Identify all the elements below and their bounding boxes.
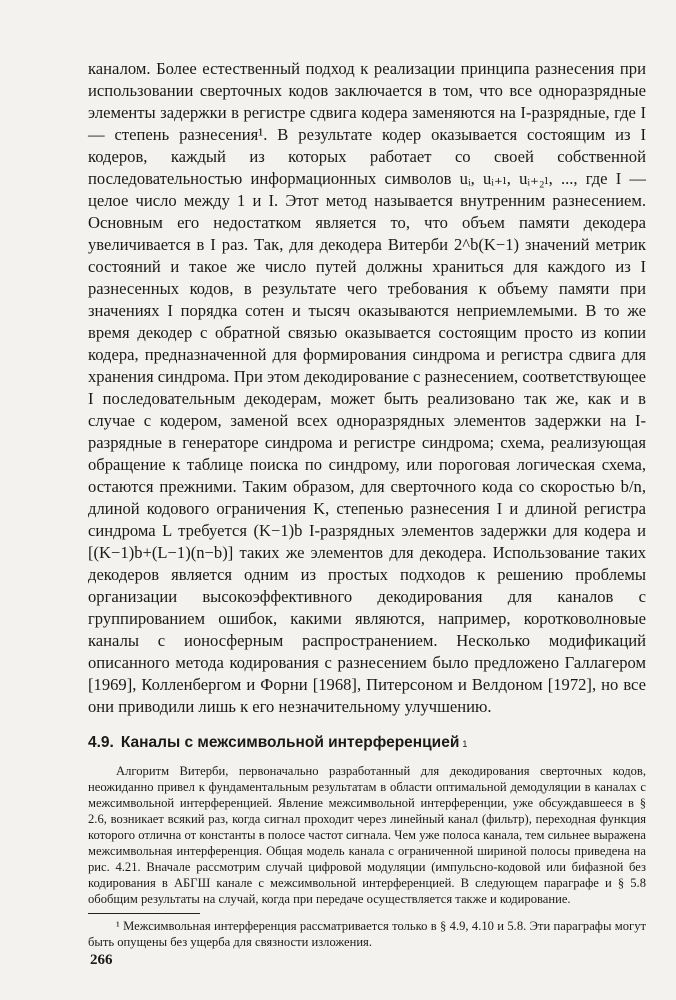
section-heading bbox=[88, 732, 646, 755]
section-paragraph: Алгоритм Витерби, первоначально разработанный для декодирования сверточных кодов, неожиданно привел к фундаментальным результатам в области оптимальной демодуляции в каналах с межсимвольной интерференцией. Явление межсимвольной интерференции, уже обсуждавшееся в § 2.6, возникает всякий раз, когда сигнал проходит через линейный канал (фильтр), переходная функция которого отлична от константы в полосе частот сигнала. Чем уже полоса канала, тем сильнее выражена межсимвольная интерференция. Общая модель канала с ограниченной шириной полосы приведена на рис. 4.21. Вначале рассмотрим случай цифровой модуляции (импульсно-кодовой или бифазной без кодирования в АБГШ канале с межсимвольной интерференцией. В следующем параграфе и § 5.8 обобщим результаты на случай, когда при передаче осуществляется также и кодирование. bbox=[88, 764, 646, 906]
section-footnote-mark: 1 bbox=[462, 739, 468, 749]
page-number: 266 bbox=[90, 952, 113, 968]
section-number: 4.9. bbox=[88, 734, 114, 751]
page-content bbox=[88, 58, 646, 950]
footnote-divider bbox=[88, 913, 200, 914]
section-title: Каналы с межсимвольной интерференцией bbox=[120, 734, 460, 751]
main-paragraph: каналом. Более естественный подход к реализации принципа разнесения при использовании сверточных кодов заключается в том, что все одноразрядные элементы задержки в регистре сдвига кодера заменяются на I-разрядные, где I — степень разнесения¹. В результате кодер оказывается состоящим из I кодеров, каждый из которых работает со своей собственной последовательностью информационных символов uᵢ, uᵢ₊ₗ, uᵢ₊₂ₗ, ..., где I — целое число между 1 и I. Этот метод называется внутренним разнесением. Основным его недостатком является то, что объем памяти декодера увеличивается в I раз. Так, для декодера Витерби 2^b(K−1) значений метрик состояний и такое же число путей должны храниться для каждого из I разнесенных кодов, в результате чего требования к объему памяти при значениях I порядка сотен и тысяч оказываются неприемлемыми. В то же время декодер с обратной связью оказывается состоящим просто из копии кодера, предназначенной для формирования синдрома и регистра сдвига для хранения синдрома. При этом декодирование с разнесением, соответствующее I последовательным декодерам, может быть реализовано так же, как и в случае с кодером, заменой всех одноразрядных элементов задержки на I-разрядные в генераторе синдрома и регистре синдрома; схема, реализующая обращение к таблице поиска по синдрому, или пороговая логическая схема, остаются прежними. Таким образом, для сверточного кода со скоростью b/n, длиной кодового ограничения K, степенью разнесения I и длиной регистра синдрома L требуется (K−1)b I-разрядных элементов задержки для кодера и [(K−1)b+(L−1)(n−b)] таких же элементов для декодера. Использование таких декодеров является одним из простых подходов к решению проблемы организации высокоэффективного декодирования для каналов с группированием ошибок, какими являются, например, коротковолновые каналы с ионосферным распространением. Несколько модификаций описанного метода кодирования с разнесением было предложено Галлагером [1969], Колленбергом и Форни [1968], Питерсоном и Велдоном [1972], но все они приводили лишь к его незначительному улучшению. bbox=[88, 59, 646, 716]
footnote: ¹ Межсимвольная интерференция рассматривается только в § 4.9, 4.10 и 5.8. Эти параграфы могут быть опущены без ущерба для связности изложения. bbox=[88, 919, 646, 949]
